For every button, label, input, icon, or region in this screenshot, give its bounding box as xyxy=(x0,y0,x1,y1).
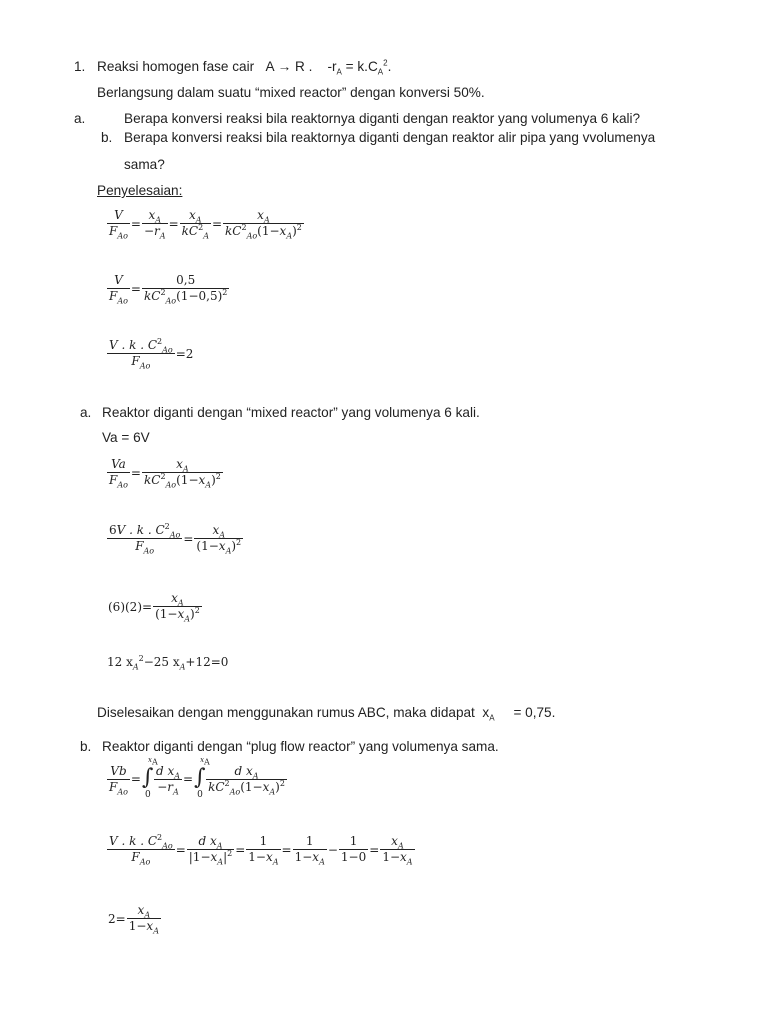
equation-a3: (6)(2)= $\frac{x_A}{(1-x_A)^2}$ xyxy=(108,591,200,624)
equation-a2: $\frac{6V . k . C^2_{Ao}}{F_{Ao}}$ = $\frac{x_A}{(1-x_A)^2}$ xyxy=(109,522,242,556)
equation-b1: $\frac{Vb}{F_{Ao}}$ = ∫ $x_A$ 0 $\frac{d x_A}{-r_A}$ = ∫ $x_A$ 0 $\frac{d x_A}{kC^2_{Ao}(1-x_A)^2}$ xyxy=(109,756,285,800)
part-b-text: Reaktor diganti dengan “plug flow reactor” yang volumenya sama. xyxy=(102,739,499,754)
part-a-conclusion: Diselesaikan dengan menggunakan rumus ABC, maka didapat $x_A$ = 0,75. xyxy=(97,705,556,723)
equation-design-mixed: $\frac{V}{F_{Ao}}$ = $\frac{x_A}{-r_A}$ = $\frac{x_A}{kC^2_A}$ = $\frac{x_A}{kC^2_{Ao}(1-x_A)^2}$ xyxy=(109,208,302,241)
problem-statement: Reaksi homogen fase cair A → R . $-r_A = k.C_A^2$. xyxy=(97,58,392,77)
question-b-text-2: sama? xyxy=(124,157,165,172)
question-a-label: a. xyxy=(74,111,86,126)
part-b-label: b. xyxy=(80,739,92,754)
equation-result-2: $\frac{V . k . C^2_{Ao}}{F_{Ao}}$ =2 xyxy=(109,337,194,371)
equation-b2: $\frac{V . k . C^2_{Ao}}{F_{Ao}}$ = $\frac{d x_A}{|1-x_A|^2}$ = $\frac{1}{1-x_A}$ = $\frac{1}{1-x_A}$ − $\frac{1}{1-0}$ = $\frac{x_A}{1-x_A}$ xyxy=(109,833,413,867)
part-a-volume: Va = 6V xyxy=(102,430,150,445)
part-a-text: Reaktor diganti dengan “mixed reactor” yang volumenya 6 kali. xyxy=(102,405,480,420)
equation-a1: $\frac{Va}{F_{Ao}}$ = $\frac{x_A}{kC^2_{Ao}(1-x_A)^2}$ xyxy=(109,457,221,490)
question-b-label: b. xyxy=(101,130,113,145)
equation-substituted: $\frac{V}{F_{Ao}}$ = $\frac{0,5}{kC^2_{Ao}(1-0,5)^2}$ xyxy=(109,273,228,306)
equation-quadratic: 12 $x_A^2-25$ $x_A+12=0$ xyxy=(107,654,229,672)
problem-line2: Berlangsung dalam suatu “mixed reactor” dengan konversi 50%. xyxy=(97,85,485,100)
part-a-label: a. xyxy=(80,405,92,420)
question-a-text: Berapa konversi reaksi bila reaktornya diganti dengan reaktor yang volumenya 6 kali? xyxy=(124,111,641,126)
equation-b3: 2= $\frac{x_A}{1-x_A}$ xyxy=(108,903,159,936)
question-b-text: Berapa konversi reaksi bila reaktornya diganti dengan reaktor alir pipa yang vvolumenya xyxy=(124,130,656,145)
solution-heading: Penyelesaian: xyxy=(97,183,183,198)
problem-number: 1. xyxy=(74,59,86,74)
